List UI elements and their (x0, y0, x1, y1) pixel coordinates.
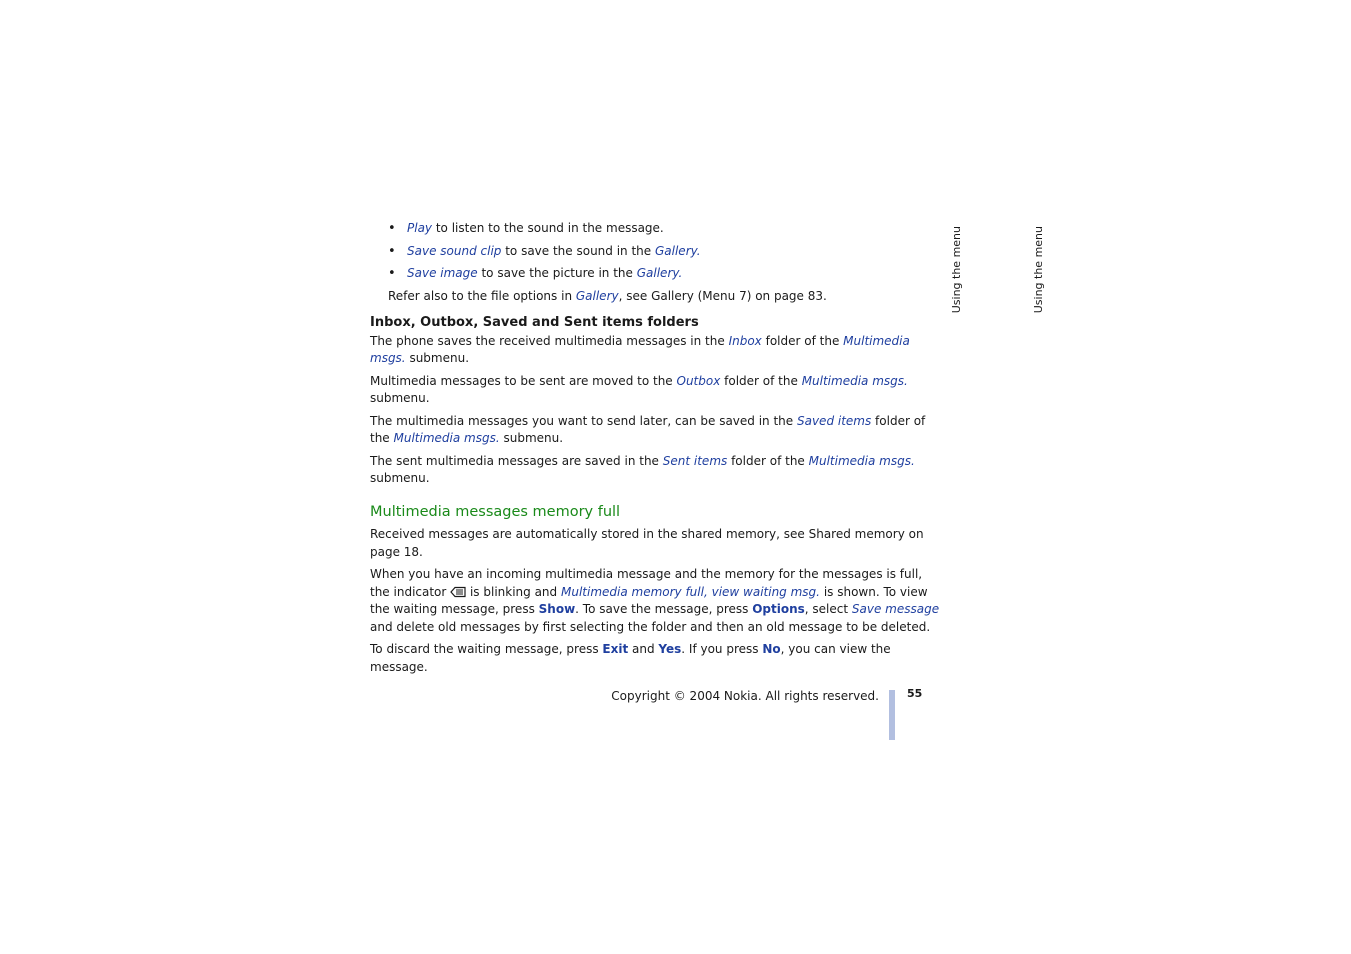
gallery-link: Gallery (636, 266, 679, 280)
text: , you can view the message. (370, 642, 891, 674)
save-sound-clip-option: Save sound clip (407, 243, 502, 258)
list-item-text: to save the sound in the (501, 243, 655, 258)
multimedia-msgs-term: Multimedia msgs. (801, 373, 908, 388)
list-item (370, 243, 940, 261)
text: The sent multimedia messages are saved in the (370, 453, 663, 468)
discard-paragraph (370, 641, 940, 676)
text: . If you press (681, 642, 763, 656)
text: , see Gallery (Menu 7) on page 83. (618, 288, 827, 303)
side-section-label: Using the menu (950, 226, 963, 314)
multimedia-msgs-term: Multimedia msgs. (808, 453, 915, 468)
save-message-term: Save message (851, 602, 940, 616)
multimedia-message-indicator-icon (450, 586, 466, 598)
text: Refer also to the file options in (388, 288, 576, 303)
play-option: Play (407, 221, 433, 235)
multimedia-msgs-term: Multimedia msgs. (370, 333, 910, 365)
exit-key: Exit (602, 642, 629, 656)
text: folder of the (761, 333, 844, 348)
shared-memory-paragraph: Received messages are automatically stored in the shared memory, see Shared memory on page 18. (370, 527, 924, 559)
list-item (370, 220, 940, 238)
side-section-label: Using the menu (1032, 226, 1045, 314)
punctuation: . (696, 243, 701, 258)
text: submenu. (370, 391, 430, 405)
punctuation: . (678, 266, 683, 280)
text: folder of the (727, 453, 809, 468)
text: submenu. (499, 431, 564, 445)
show-key: Show (538, 602, 576, 616)
gallery-link: Gallery (654, 243, 697, 258)
save-image-option: Save image (407, 266, 478, 280)
page-marker-bar (889, 690, 895, 740)
options-key: Options (752, 602, 805, 616)
outbox-term: Outbox (676, 373, 721, 388)
text: folder of the (370, 413, 926, 445)
saved-items-paragraph (370, 413, 940, 448)
yes-key: Yes (658, 642, 682, 656)
text: submenu. (370, 471, 430, 485)
text: . To save the message, press (575, 602, 753, 616)
memory-full-paragraph (370, 566, 940, 636)
text: submenu. (405, 351, 470, 365)
text: folder of the (720, 373, 802, 388)
text: and (628, 642, 659, 656)
folders-heading: Inbox, Outbox, Saved and Sent items folders (370, 315, 699, 330)
text: , select (804, 602, 852, 616)
outbox-paragraph (370, 373, 940, 408)
text: When you have an incoming multimedia message and the memory for the messages is full, the indicator (370, 567, 923, 599)
text: is shown. To view the waiting message, press (370, 584, 928, 616)
memory-full-heading: Multimedia messages memory full (370, 503, 621, 520)
text: Multimedia messages to be sent are moved to the (370, 373, 677, 388)
page-number: 55 (907, 687, 923, 700)
option-list (370, 220, 940, 283)
text: is blinking and (466, 584, 561, 599)
text: The multimedia messages you want to send later, can be saved in the (370, 413, 797, 428)
gallery-link: Gallery (575, 288, 619, 303)
memory-full-notice-term: Multimedia memory full, view waiting msg. (560, 584, 820, 599)
saved-items-term: Saved items (796, 413, 872, 428)
page-content (370, 220, 940, 681)
sent-items-paragraph (370, 453, 940, 488)
list-item-text: to save the picture in the (477, 266, 637, 280)
sent-items-term: Sent items (662, 453, 728, 468)
no-key: No (762, 642, 781, 656)
inbox-paragraph (370, 333, 940, 368)
inbox-term: Inbox (728, 333, 762, 348)
copyright-notice: Copyright © 2004 Nokia. All rights reserved. (611, 689, 879, 703)
text: and delete old messages by first selecting the folder and then an old message to be deleted. (370, 619, 931, 634)
text: To discard the waiting message, press (370, 642, 603, 656)
list-item-text: to listen to the sound in the message. (432, 221, 664, 235)
refer-paragraph (370, 288, 940, 306)
list-item (370, 265, 940, 283)
multimedia-msgs-term: Multimedia msgs. (393, 431, 500, 445)
text: The phone saves the received multimedia messages in the (370, 333, 729, 348)
